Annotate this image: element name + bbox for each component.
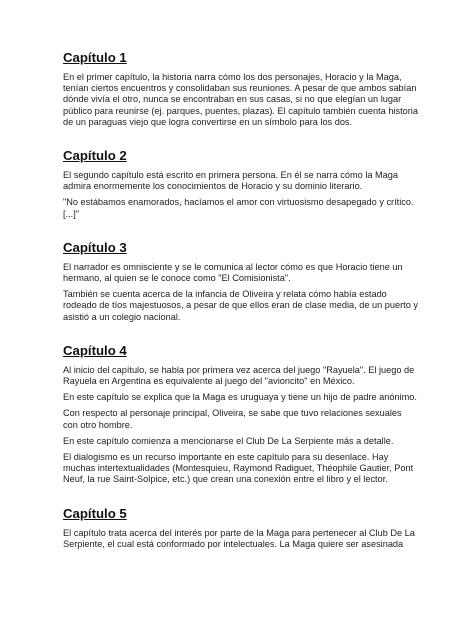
paragraph: En este capítulo se explica que la Maga es uruguaya y tiene un hijo de padre anónimo. bbox=[63, 392, 417, 403]
chapter-2 bbox=[63, 148, 418, 220]
paragraph: Al inicio del capítulo, se habla por primera vez acerca del juego "Rayuela". El juego de Rayuela en Argentina es equivalente al juego del "avioncito" en México. bbox=[63, 364, 415, 387]
paragraph: En el primer capítulo, la historia narra cómo los dos personajes, Horacio y la Maga, tenían ciertos encuentros y consolidaban sus reuniones. A pesar de que ambos sabían dónde vivía el otro, nunca se encontraban en sus casas, si no que elegían un lugar público para reunirse (ej. parques, puentes, plazas). El capítulo también cuenta historia de un paraguas viejo que logra convertirse en un símbolo para los dos. bbox=[63, 72, 418, 127]
chapter-title: Capítulo 4 bbox=[63, 342, 127, 358]
paragraph: El narrador es omnisciente y se le comunica al lector cómo es que Horacio tiene un hermano, al quien se le conoce como "El Comisionista". bbox=[63, 261, 403, 284]
chapter-5 bbox=[63, 506, 418, 562]
chapter-title: Capítulo 2 bbox=[63, 148, 127, 164]
paragraph: El segundo capítulo está escrito en primera persona. En él se narra cómo la Maga admira enormemente los conocimientos de Horacio y su dominio literario. bbox=[63, 170, 399, 192]
chapter-title: Capítulo 1 bbox=[63, 50, 127, 65]
chapter-4 bbox=[63, 343, 418, 486]
chapter-3 bbox=[63, 240, 418, 323]
paragraph: También se cuenta acerca de la infancia de Oliveira y relata cómo había estado rodeado de tíos majestuosos, a pesar de que ellos eran de clase media, de un puerto y asistió a un colegio nacional. bbox=[63, 289, 418, 322]
paragraph: En este capítulo comienza a mencionarse el Club De La Serpiente más a detalle. bbox=[63, 435, 394, 446]
chapter-title: Capítulo 5 bbox=[63, 505, 127, 521]
paragraph: El dialogismo es un recurso importante en este capítulo para su desenlace. Hay muchas intertextualidades (Montesquieu, Raymond Radiguet, Théophile Gautier, Pont Neuf, la rue Saint-Solpice, etc.) que crean una conexión entre el libro y el lector. bbox=[63, 452, 414, 485]
chapter-title: Capítulo 3 bbox=[63, 239, 127, 255]
quote-paragraph: "No estábamos enamorados, hacíamos el amor con virtuosismo desapegado y crítico. [...]" bbox=[63, 197, 414, 219]
paragraph: El capítulo trata acerca del interés por parte de la Maga para pertenecer al Club De La Serpiente, el cual está conformado por intelectuales. La Maga quiere ser asesinada bbox=[63, 527, 415, 549]
paragraph: Con respecto al personaje principal, Oliveira, se sabe que tuvo relaciones sexuales con otro hombre. bbox=[63, 408, 402, 430]
document-page bbox=[63, 50, 418, 567]
chapter-1 bbox=[63, 50, 418, 128]
